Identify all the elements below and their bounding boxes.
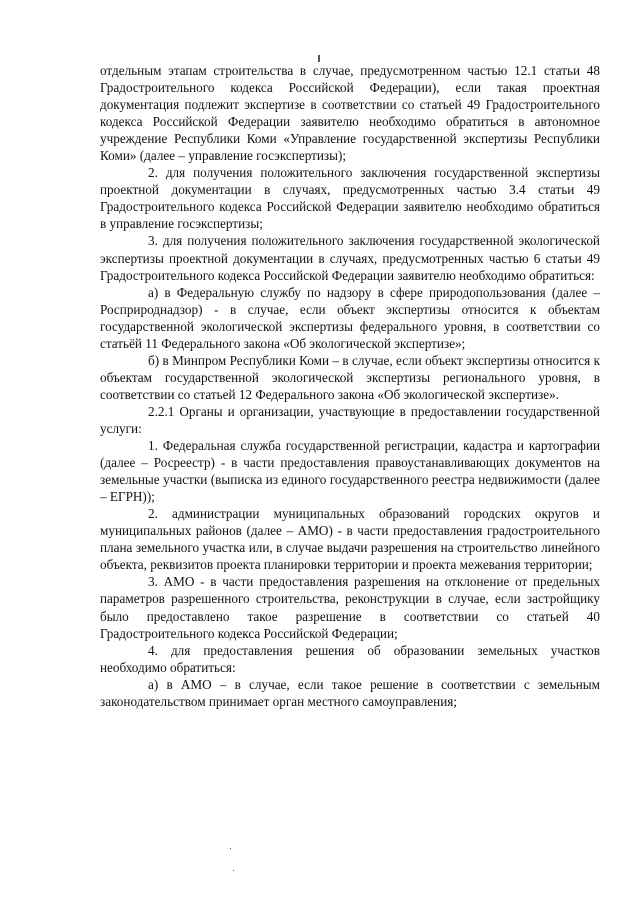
- paragraph: отдельным этапам строительства в случае, предусмотренном частью 12.1 статьи 48 Градостроительного кодекса Российской Федерации), если такая проектная документация подлежит экспертизе в соответствии со статьей 49 Градостроительного кодекса Российской Федерации заявителю необходимо обратиться в автономное учреждение Республики Коми «Управление государственной экспертизы Республики Коми» (далее – управление госэкспертизы);: [100, 63, 600, 164]
- paragraph: 1. Федеральная служба государственной регистрации, кадастра и картографии (далее – Росреестр) - в части предоставления правоустанавливающих документов на земельные участки (выписка из единого государственного реестра недвижимости (далее – ЕГРН));: [100, 438, 600, 505]
- paragraph: 4. для предоставления решения об образовании земельных участков необходимо обратиться:: [100, 642, 600, 675]
- paragraph: 3. АМО - в части предоставления разрешения на отклонение от предельных параметров разрешенного строительства, реконструкции в случае, если застройщику было предоставлено такое разрешение в соответствии со статьей 40 Градостроительного кодекса Российской Федерации;: [100, 574, 600, 641]
- paragraph: а) в АМО – в случае, если такое решение в соответствии с земельным законодательством принимает орган местного самоуправления;: [100, 676, 600, 709]
- paragraph: 2.2.1 Органы и организации, участвующие в предоставлении государственной услуги:: [100, 403, 600, 436]
- scan-mark: [318, 55, 320, 62]
- paragraph: б) в Минпром Республики Коми – в случае, если объект экспертизы относится к объектам государственной экологической экспертизы регионального уровня, в соответствии со статьей 12 Федерального закона «Об экологической экспертизе».: [100, 352, 600, 402]
- paragraph: 2. администрации муниципальных образований городских округов и муниципальных районов (далее – АМО) - в части предоставления градостроительного плана земельного участка или, в случае выдачи разрешения на строительство линейного объекта, реквизитов проекта планировки территории и проекта межевания территории;: [100, 506, 600, 573]
- paragraph: а) в Федеральную службу по надзору в сфере природопользования (далее – Росприроднадзор) - в случае, если объект экспертизы относится к объектам государственной экологической экспертизы федерального уровня, в соответствии со статьёй 11 Федерального закона «Об экологической экспертизе»;: [100, 284, 600, 351]
- paragraph: 2. для получения положительного заключения государственной экспертизы проектной документации в случаях, предусмотренных частью 3.4 статьи 49 Градостроительного кодекса Российской Федерации заявителю необходимо обратиться в управление госэкспертизы;: [100, 165, 600, 232]
- document-body: [100, 62, 600, 710]
- scan-speck: [233, 870, 234, 871]
- paragraph: 3. для получения положительного заключения государственной экологической экспертизы проектной документации в случаях, предусмотренных частью 6 статьи 49 Градостроительного кодекса Российской Федерации заявителю необходимо обратиться:: [100, 233, 600, 283]
- scan-speck: [230, 848, 231, 849]
